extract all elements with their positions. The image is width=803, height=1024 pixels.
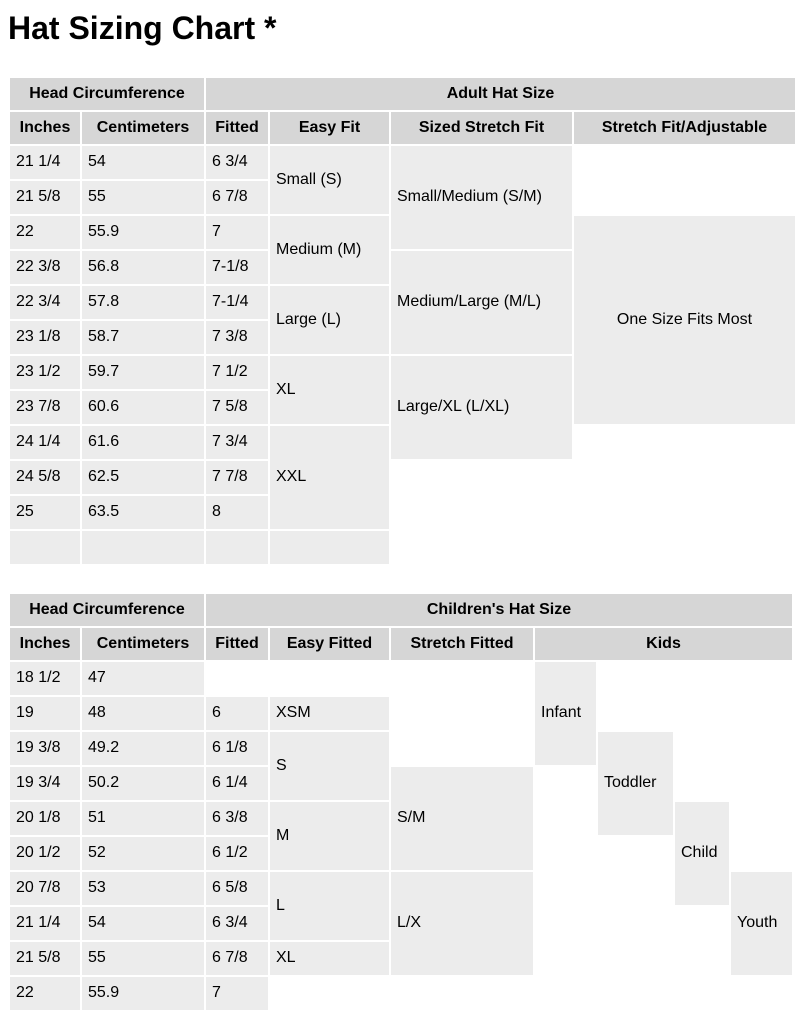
- cell-blank: [675, 662, 729, 800]
- cell-fitted: 7-1/4: [206, 286, 268, 319]
- col-header-easy-fit: Easy Fit: [270, 112, 389, 144]
- page-title: Hat Sizing Chart *: [8, 10, 277, 46]
- cell-fitted: 8: [206, 496, 268, 529]
- cell-easy-fitted-xsm: XSM: [270, 697, 389, 730]
- cell-centimeters: 52: [82, 837, 204, 870]
- cell-inches: 20 1/8: [10, 802, 80, 835]
- col-header-stretch-fitted: Stretch Fitted: [391, 628, 533, 660]
- group-header-row: [10, 78, 795, 110]
- cell-inches: 19 3/8: [10, 732, 80, 765]
- header-childrens-hat-size: Children's Hat Size: [206, 594, 792, 626]
- cell-fitted: 6: [206, 697, 268, 730]
- cell-centimeters: 48: [82, 697, 204, 730]
- cell-inches: 23 1/8: [10, 321, 80, 354]
- cell-fitted: 7 7/8: [206, 461, 268, 494]
- cell-blank: [731, 977, 792, 1010]
- cell-easy-fit-large: Large (L): [270, 286, 389, 354]
- cell-fitted: 6 1/2: [206, 837, 268, 870]
- cell-centimeters: 49.2: [82, 732, 204, 765]
- col-header-kids: Kids: [535, 628, 792, 660]
- cell-centimeters: 53: [82, 872, 204, 905]
- col-header-sized-stretch-fit: Sized Stretch Fit: [391, 112, 572, 144]
- col-header-centimeters: Centimeters: [82, 628, 204, 660]
- cell-inches: 23 1/2: [10, 356, 80, 389]
- cell-blank: [535, 767, 596, 1010]
- cell-fitted: 7 3/8: [206, 321, 268, 354]
- cell-blank: [391, 977, 533, 1010]
- cell-easy-fitted-m: M: [270, 802, 389, 870]
- cell-easy-fitted-l: L: [270, 872, 389, 940]
- cell-sized-stretch-lxl: Large/XL (L/XL): [391, 356, 572, 459]
- cell-fitted: 7 1/2: [206, 356, 268, 389]
- cell-fitted: 6 5/8: [206, 872, 268, 905]
- cell-stretch-fitted-sm: S/M: [391, 767, 533, 870]
- cell-centimeters: 55: [82, 181, 204, 214]
- column-header-row: [10, 112, 795, 144]
- cell-empty: [10, 531, 80, 564]
- cell-blank: [206, 662, 268, 695]
- table-row: [10, 146, 795, 179]
- cell-kids-child: Child: [675, 802, 729, 905]
- cell-centimeters: 51: [82, 802, 204, 835]
- cell-inches: 22 3/4: [10, 286, 80, 319]
- cell-centimeters: 59.7: [82, 356, 204, 389]
- cell-blank: [391, 662, 533, 765]
- header-adult-hat-size: Adult Hat Size: [206, 78, 795, 110]
- cell-blank: [731, 662, 792, 870]
- cell-inches: 24 1/4: [10, 426, 80, 459]
- cell-fitted: 7 3/4: [206, 426, 268, 459]
- cell-centimeters: 61.6: [82, 426, 204, 459]
- cell-empty: [206, 531, 268, 564]
- header-head-circumference: Head Circumference: [10, 78, 204, 110]
- cell-sized-stretch-sm: Small/Medium (S/M): [391, 146, 572, 249]
- cell-stretch-fitted-lx: L/X: [391, 872, 533, 975]
- cell-inches: 21 1/4: [10, 146, 80, 179]
- cell-kids-toddler: Toddler: [598, 732, 673, 835]
- col-header-inches: Inches: [10, 628, 80, 660]
- col-header-fitted: Fitted: [206, 112, 268, 144]
- cell-fitted: 6 3/4: [206, 907, 268, 940]
- cell-fitted: 6 3/8: [206, 802, 268, 835]
- cell-empty: [270, 531, 389, 564]
- cell-empty: [82, 531, 204, 564]
- adult-hat-size-table: [8, 76, 797, 566]
- column-header-row: [10, 628, 792, 660]
- cell-easy-fit-xxl: XXL: [270, 426, 389, 529]
- cell-centimeters: 62.5: [82, 461, 204, 494]
- cell-fitted: 7: [206, 216, 268, 249]
- cell-centimeters: 47: [82, 662, 204, 695]
- cell-centimeters: 56.8: [82, 251, 204, 284]
- cell-one-size-fits-most: One Size Fits Most: [574, 216, 795, 424]
- cell-fitted: 6 1/4: [206, 767, 268, 800]
- col-header-fitted: Fitted: [206, 628, 268, 660]
- cell-inches: 22: [10, 977, 80, 1010]
- cell-centimeters: 55: [82, 942, 204, 975]
- cell-blank: [598, 662, 673, 730]
- cell-centimeters: 57.8: [82, 286, 204, 319]
- cell-inches: 24 5/8: [10, 461, 80, 494]
- children-hat-size-table: [8, 592, 794, 1012]
- cell-fitted: 6 1/8: [206, 732, 268, 765]
- cell-easy-fit-small: Small (S): [270, 146, 389, 214]
- cell-inches: 21 5/8: [10, 181, 80, 214]
- cell-easy-fit-xl: XL: [270, 356, 389, 424]
- cell-inches: 20 7/8: [10, 872, 80, 905]
- cell-inches: 19: [10, 697, 80, 730]
- cell-inches: 19 3/4: [10, 767, 80, 800]
- cell-fitted: 6 7/8: [206, 181, 268, 214]
- col-header-inches: Inches: [10, 112, 80, 144]
- cell-fitted: 7-1/8: [206, 251, 268, 284]
- cell-fitted: 6 3/4: [206, 146, 268, 179]
- cell-centimeters: 58.7: [82, 321, 204, 354]
- col-header-stretch-fit-adjustable: Stretch Fit/Adjustable: [574, 112, 795, 144]
- cell-sized-stretch-ml: Medium/Large (M/L): [391, 251, 572, 354]
- cell-easy-fitted-s: S: [270, 732, 389, 800]
- cell-inches: 18 1/2: [10, 662, 80, 695]
- cell-blank: [270, 977, 389, 1010]
- cell-centimeters: 54: [82, 146, 204, 179]
- table-row: [10, 662, 792, 695]
- cell-fitted: 7: [206, 977, 268, 1010]
- cell-fitted: 6 7/8: [206, 942, 268, 975]
- cell-centimeters: 60.6: [82, 391, 204, 424]
- cell-easy-fitted-xl: XL: [270, 942, 389, 975]
- cell-centimeters: 55.9: [82, 216, 204, 249]
- cell-blank: [598, 837, 673, 1010]
- cell-inches: 21 5/8: [10, 942, 80, 975]
- cell-blank: [391, 461, 572, 564]
- cell-centimeters: 50.2: [82, 767, 204, 800]
- cell-inches: 20 1/2: [10, 837, 80, 870]
- col-header-centimeters: Centimeters: [82, 112, 204, 144]
- cell-inches: 23 7/8: [10, 391, 80, 424]
- cell-centimeters: 55.9: [82, 977, 204, 1010]
- cell-centimeters: 63.5: [82, 496, 204, 529]
- cell-kids-infant: Infant: [535, 662, 596, 765]
- cell-inches: 22: [10, 216, 80, 249]
- cell-blank: [270, 662, 389, 695]
- cell-easy-fit-medium: Medium (M): [270, 216, 389, 284]
- cell-kids-youth: Youth: [731, 872, 792, 975]
- group-header-row: [10, 594, 792, 626]
- cell-inches: 22 3/8: [10, 251, 80, 284]
- cell-fitted: 7 5/8: [206, 391, 268, 424]
- header-head-circumference: Head Circumference: [10, 594, 204, 626]
- cell-blank: [574, 426, 795, 564]
- cell-blank: [675, 907, 729, 1010]
- cell-inches: 21 1/4: [10, 907, 80, 940]
- cell-inches: 25: [10, 496, 80, 529]
- cell-blank: [574, 146, 795, 214]
- col-header-easy-fitted: Easy Fitted: [270, 628, 389, 660]
- cell-centimeters: 54: [82, 907, 204, 940]
